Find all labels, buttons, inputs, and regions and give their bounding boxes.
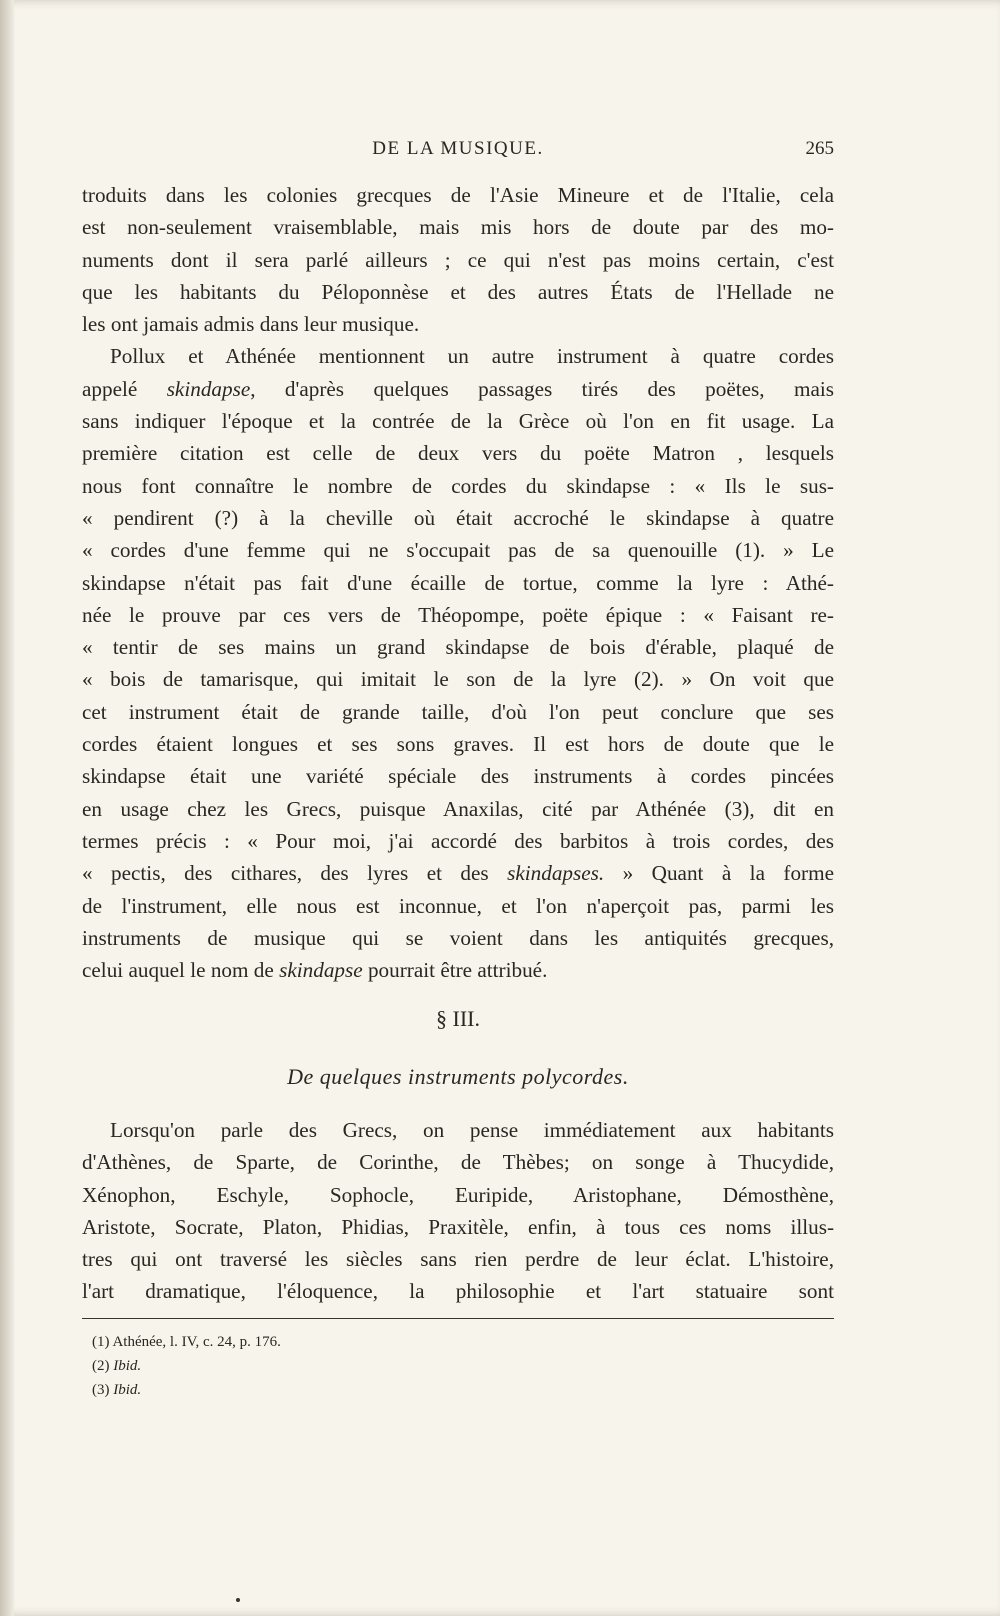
section-heading: § III.	[436, 1006, 480, 1031]
ink-speck	[236, 1598, 240, 1602]
italic-term: skindapses.	[507, 861, 605, 886]
text-line: en usage chez les Grecs, puisque Anaxilas, cité par Athénée (3), dit en	[82, 796, 834, 821]
footnote-text: Athénée, l. IV, c. 24, p. 176.	[112, 1334, 281, 1350]
text-line: cordes étaient longues et ses sons graves. Il est hors de doute que le	[82, 732, 834, 757]
text-run: pourrait être attribué.	[362, 958, 548, 983]
text-line: Xénophon, Eschyle, Sophocle, Euripide, Aristophane, Démosthène,	[82, 1182, 834, 1207]
italic-term: skindapse	[279, 958, 363, 983]
text-line: cet instrument était de grande taille, d'où l'on peut conclure que ses	[82, 699, 834, 724]
text-line: skindapse n'était pas fait d'une écaille de tortue, comme la lyre : Athé-	[82, 570, 834, 595]
footnote	[92, 1354, 492, 1378]
text-run: appelé	[82, 376, 167, 401]
text-line: l'art dramatique, l'éloquence, la philosophie et l'art statuaire sont	[82, 1279, 834, 1304]
footnote-number: (1)	[92, 1334, 110, 1350]
text-line: est non-seulement vraisemblable, mais mis hors de doute par des mo-	[82, 215, 834, 240]
text-line: née le prouve par ces vers de Théopompe, poëte épique : « Faisant re-	[82, 602, 834, 627]
text-line: les ont jamais admis dans leur musique.	[82, 312, 420, 337]
text-line: de l'instrument, elle nous est inconnue, et l'on n'aperçoit pas, parmi les	[82, 893, 834, 918]
footnote-number: (2)	[92, 1358, 110, 1374]
text-line: nous font connaître le nombre de cordes du skindapse : « Ils le sus-	[82, 473, 834, 498]
section-subtitle: De quelques instruments polycordes.	[287, 1064, 629, 1089]
footnote	[92, 1330, 492, 1354]
footnote-text: Ibid.	[113, 1382, 142, 1398]
text-line: instruments de musique qui se voient dans les antiquités grecques,	[82, 925, 834, 950]
text-line: « bois de tamarisque, qui imitait le son de la lyre (2). » On voit que	[82, 667, 834, 692]
text-run: » Quant à la forme	[604, 861, 834, 886]
footnotes	[92, 1330, 492, 1402]
footnote-rule	[82, 1318, 834, 1319]
text-line: première citation est celle de deux vers du poëte Matron , lesquels	[82, 441, 834, 466]
text-line	[82, 857, 834, 889]
body-text	[82, 179, 834, 986]
italic-term: skindapse	[166, 376, 251, 401]
text-run: « pectis, des cithares, des lyres et des	[82, 861, 508, 886]
footnote	[92, 1378, 492, 1402]
footnote-number: (3)	[92, 1382, 110, 1398]
running-title: DE LA MUSIQUE.	[372, 138, 544, 159]
text-run: , d'après quelques passages tirés des poëtes, mais	[250, 376, 834, 401]
text-line: Aristote, Socrate, Platon, Phidias, Praxitèle, enfin, à tous ces noms illus-	[82, 1214, 834, 1239]
text-line: Lorsqu'on parle des Grecs, on pense immédiatement aux habitants	[110, 1118, 834, 1142]
text-line: « pendirent (?) à la cheville où était accroché le skindapse à quatre	[82, 505, 834, 530]
text-line	[82, 373, 834, 405]
text-line: « tentir de ses mains un grand skindapse de bois d'érable, plaqué de	[82, 635, 834, 660]
text-line: d'Athènes, de Sparte, de Corinthe, de Thèbes; on songe à Thucydide,	[82, 1150, 834, 1175]
text-line: skindapse était une variété spéciale des instruments à cordes pincées	[82, 764, 834, 789]
text-line: Pollux et Athénée mentionnent un autre instrument à quatre cordes	[110, 344, 834, 369]
page-edge-shadow	[0, 0, 14, 1616]
text-line: numents dont il sera parlé ailleurs ; ce qui n'est pas moins certain, c'est	[82, 247, 834, 272]
text-line: termes précis : « Pour moi, j'ai accordé des barbitos à trois cordes, des	[82, 828, 834, 853]
text-line: tres qui ont traversé les siècles sans rien perdre de leur éclat. L'histoire,	[82, 1247, 834, 1272]
running-head	[82, 138, 834, 164]
page-number: 265	[805, 138, 834, 159]
text-line	[82, 954, 834, 986]
body-text-continued	[82, 1114, 834, 1308]
text-line: que les habitants du Péloponnèse et des autres États de l'Hellade ne	[82, 279, 834, 304]
text-line: troduits dans les colonies grecques de l'Asie Mineure et de l'Italie, cela	[82, 183, 834, 207]
footnote-text: Ibid.	[113, 1358, 142, 1374]
text-run: celui auquel le nom de	[82, 958, 280, 983]
text-line: « cordes d'une femme qui ne s'occupait pas de sa quenouille (1). » Le	[82, 538, 834, 563]
text-line: sans indiquer l'époque et la contrée de la Grèce où l'on en fit usage. La	[82, 409, 834, 434]
